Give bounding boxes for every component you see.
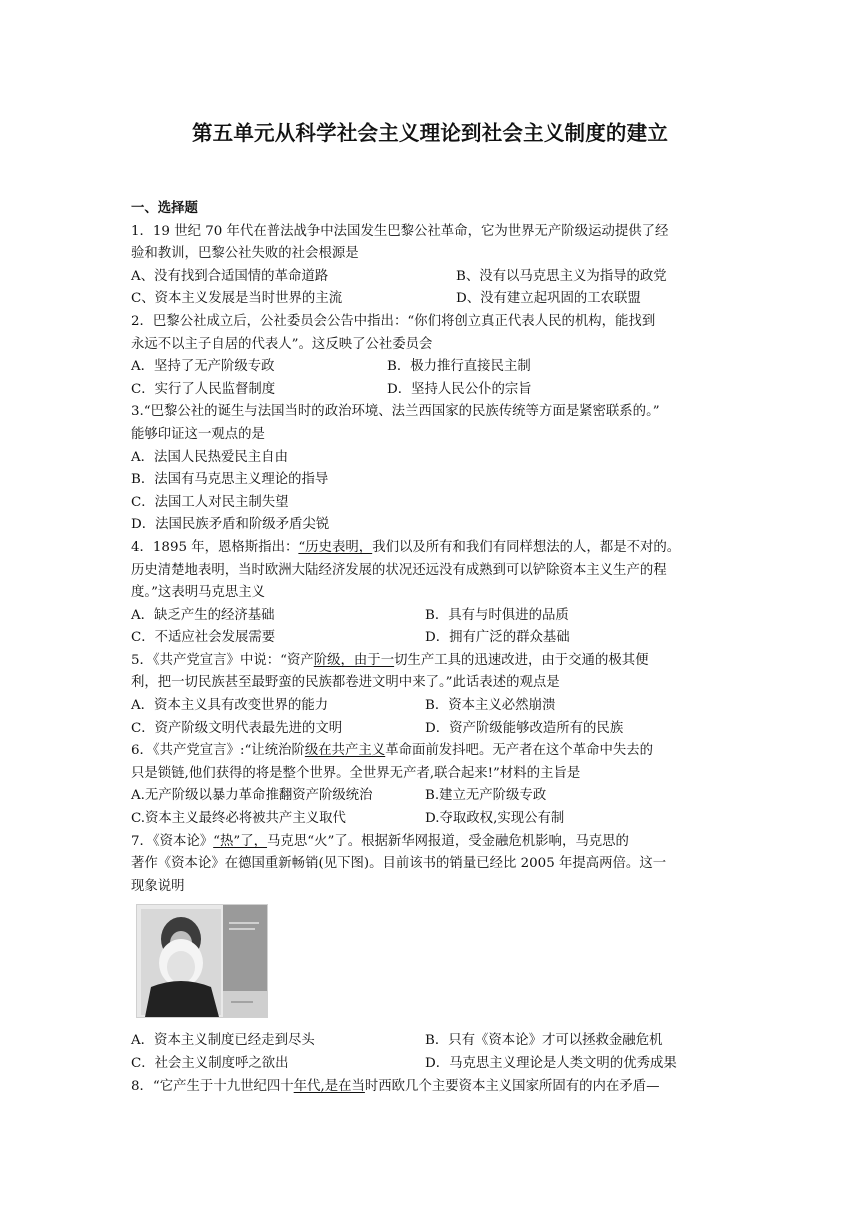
q7-options-row-2 xyxy=(131,1053,731,1076)
q8-stem-prefix: 8．“它产生于十九世纪四十 xyxy=(131,1078,294,1094)
q7-option-b: B．只有《资本论》才可以拯救金融危机 xyxy=(425,1033,663,1049)
q1-stem-line-2: 验和教训，巴黎公社失败的社会根源是 xyxy=(131,246,359,262)
q6-underlined-text: 级在共产主义 xyxy=(304,743,386,759)
q6-option-c: C.资本主义最终必将被共产主义取代 xyxy=(131,811,346,827)
q7-stem-line-1 xyxy=(131,831,731,854)
page-title: 第五单元从科学社会主义理论到社会主义制度的建立 xyxy=(191,121,669,145)
q5-option-c: C．资产阶级文明代表最先进的文明 xyxy=(131,720,343,736)
question-list xyxy=(131,198,731,1098)
q2-option-d: D．坚持人民公仆的宗旨 xyxy=(387,381,532,397)
q4-options-row-1 xyxy=(131,605,731,628)
q7-option-c: C．社会主义制度呼之欲出 xyxy=(131,1056,289,1071)
q5-stem-prefix: 5．《共产党宣言》中说：“资产 xyxy=(131,652,314,668)
q2-option-b: B．极力推行直接民主制 xyxy=(387,359,531,375)
q6-option-d: D.夺取政权,实现公有制 xyxy=(425,811,565,827)
q5-stem-line-2: 利，把一切民族甚至最野蛮的民族都卷进文明中来了。”此话表述的观点是 xyxy=(131,675,560,691)
q5-stem-line-1 xyxy=(131,650,731,673)
q8-underlined-text: 年代,是在当 xyxy=(293,1078,365,1094)
q3-option-a: A．法国人民热爱民主自由 xyxy=(131,449,288,465)
q7-stem-prefix: 7．《资本论》 xyxy=(131,833,214,849)
q1-option-c: C、资本主义发展是当时世界的主流 xyxy=(131,291,343,307)
q5-option-d: D．资产阶级能够改造所有的民族 xyxy=(425,720,624,736)
q1-options-row-2 xyxy=(131,288,731,311)
q2-options-row-1 xyxy=(131,356,731,379)
q3-option-c: C．法国工人对民主制失望 xyxy=(131,494,289,510)
q7-option-a: A．资本主义制度已经走到尽头 xyxy=(131,1033,315,1049)
q6-stem-line-1 xyxy=(131,740,731,763)
q4-underlined-text: “历史表明， xyxy=(298,539,373,555)
q4-option-c: C．不适应社会发展需要 xyxy=(131,630,276,646)
q2-option-a: A．坚持了无产阶级专政 xyxy=(131,359,275,375)
q2-stem-line-2: 永远不以主子自居的代表人”。这反映了公社委员会 xyxy=(131,336,433,352)
q6-options-row-2 xyxy=(131,808,731,831)
q6-options-row-1 xyxy=(131,785,731,808)
q4-option-a: A．缺乏产生的经济基础 xyxy=(131,607,275,623)
q6-option-b: B.建立无产阶级专政 xyxy=(425,788,547,804)
q3-option-b: B．法国有马克思主义理论的指导 xyxy=(131,472,329,488)
q3-stem-line-2: 能够印证这一观点的是 xyxy=(131,426,265,442)
q2-options-row-2 xyxy=(131,379,731,402)
q7-underlined-text: “热”了， xyxy=(213,833,268,849)
das-kapital-book-cover-image xyxy=(136,904,268,1018)
q4-stem-line-2: 历史清楚地表明，当时欧洲大陆经济发展的状况还远没有成熟到可以铲除资本主义生产的程 xyxy=(131,562,667,578)
q2-stem-line-1: 2．巴黎公社成立后，公社委员会公告中指出：“你们将创立真正代表人民的机构，能找到 xyxy=(131,313,656,329)
q4-option-d: D．拥有广泛的群众基础 xyxy=(425,630,570,646)
q7-stem-line-2: 著作《资本论》在德国重新畅销(见下图)。目前该书的销量已经比 2005 年提高两倍。这一 xyxy=(131,856,667,872)
q5-options-row-2 xyxy=(131,718,731,741)
q4-option-b: B．具有与时俱进的品质 xyxy=(425,607,569,623)
q7-options-row-1 xyxy=(131,1030,731,1053)
q7-option-d: D．马克思主义理论是人类文明的优秀成果 xyxy=(425,1056,677,1071)
q6-stem-suffix: 革命面前发抖吧。无产者在这个革命中失去的 xyxy=(385,743,654,759)
q3-stem-line-1: 3.“巴黎公社的诞生与法国当时的政治环境、法兰西国家的民族传统等方面是紧密联系的。” xyxy=(131,404,660,420)
q1-option-a: A、没有找到合适国情的革命道路 xyxy=(131,268,329,284)
q7-stem-suffix: 马克思“火”了。根据新华网报道，受金融危机影响，马克思的 xyxy=(267,833,629,849)
q4-stem-prefix: 4．1895 年，恩格斯指出： xyxy=(131,539,299,555)
marx-portrait-image xyxy=(137,905,267,1017)
q4-stem-line-1 xyxy=(131,537,731,560)
q1-option-d: D、没有建立起巩固的工农联盟 xyxy=(456,291,641,307)
q5-option-b: B．资本主义必然崩溃 xyxy=(425,698,556,714)
q1-option-b: B、没有以马克思主义为指导的政党 xyxy=(456,268,667,284)
q6-option-a: A.无产阶级以暴力革命推翻资产阶级统治 xyxy=(131,788,373,804)
q5-underlined-text: 阶级，由于一 xyxy=(313,652,395,668)
q8-stem-suffix: 时西欧几个主要资本主义国家所固有的内在矛盾— xyxy=(364,1078,660,1094)
q6-stem-line-2: 只是锁链,他们获得的将是整个世界。全世界无产者,联合起来!”材料的主旨是 xyxy=(131,765,581,781)
q5-option-a: A．资本主义具有改变世界的能力 xyxy=(131,698,329,714)
q4-stem-line-3: 度。”这表明马克思主义 xyxy=(131,585,266,601)
q5-stem-suffix: 切生产工具的迅速改进，由于交通的极其便 xyxy=(394,652,649,668)
section-heading: 一、选择题 xyxy=(131,201,198,216)
q3-option-d: D．法国民族矛盾和阶级矛盾尖锐 xyxy=(131,517,330,533)
q2-option-c: C．实行了人民监督制度 xyxy=(131,381,276,397)
q4-options-row-2 xyxy=(131,627,731,650)
q4-stem-suffix: 我们以及所有和我们有同样想法的人，都是不对的。 xyxy=(372,539,681,555)
q1-options-row-1 xyxy=(131,266,731,289)
q6-stem-prefix: 6．《共产党宣言》:“让统治阶 xyxy=(131,743,305,759)
q5-options-row-1 xyxy=(131,695,731,718)
q7-stem-line-3: 现象说明 xyxy=(131,878,185,894)
q1-stem-line-1: 1．19 世纪 70 年代在普法战争中法国发生巴黎公社革命，它为世界无产阶级运动提供了经 xyxy=(131,223,669,239)
q8-stem-line-1 xyxy=(131,1076,731,1099)
